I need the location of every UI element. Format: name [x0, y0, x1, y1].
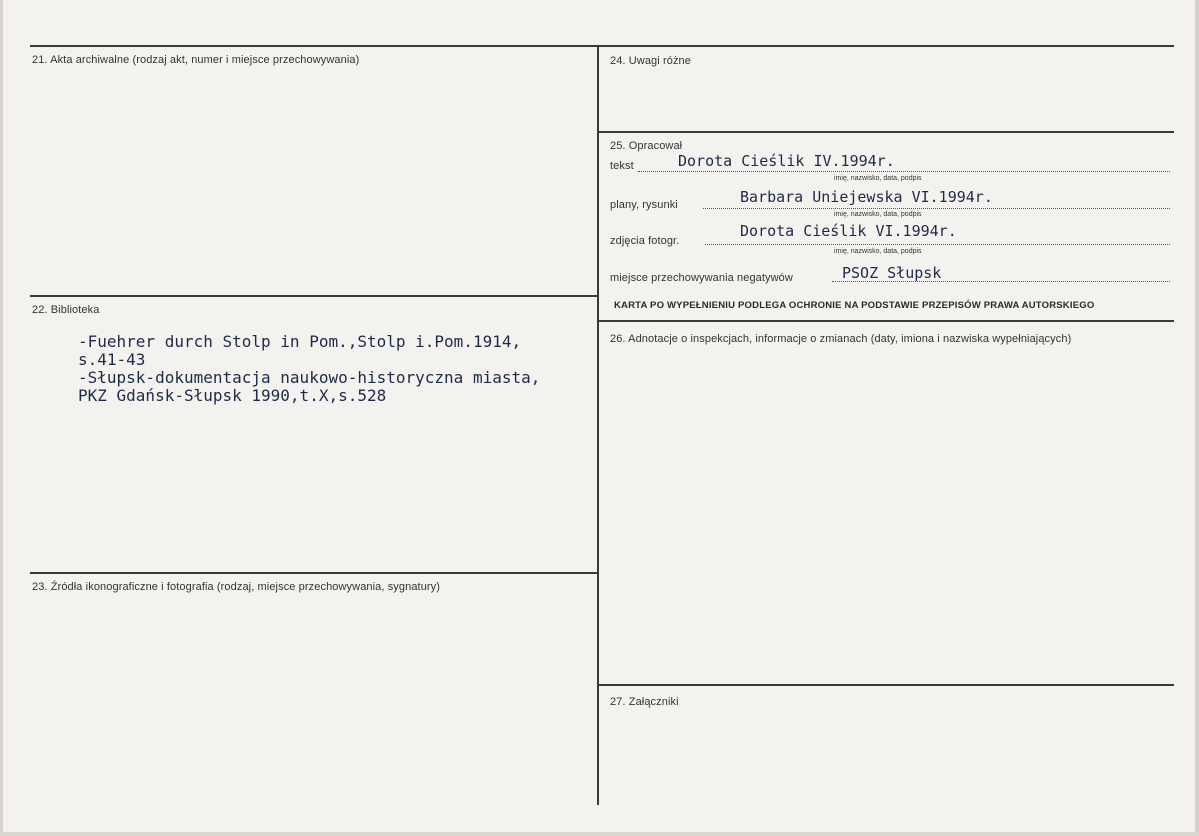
- rule-s25-s26: [598, 320, 1174, 322]
- tekst-value: Dorota Cieślik IV.1994r.: [678, 152, 895, 170]
- section-24-label: 24. Uwagi różne: [610, 55, 691, 67]
- center-divider: [597, 45, 599, 805]
- rule-s24-s25: [598, 131, 1174, 133]
- card-edge-left: [0, 0, 3, 836]
- bibliography-line: -Fuehrer durch Stolp in Pom.,Stolp i.Pom.1914,: [78, 332, 522, 351]
- section-23-label: 23. Źródła ikonograficzne i fotografia (rodzaj, miejsce przechowywania, sygnatury): [32, 581, 441, 593]
- section-22-label: 22. Biblioteka: [32, 304, 100, 316]
- bibliography-line: PKZ Gdańsk-Słupsk 1990,t.X,s.528: [78, 386, 387, 405]
- plany-hint: imię, nazwisko, data, podpis: [834, 211, 922, 218]
- negatywy-label: miejsce przechowywania negatywów: [610, 272, 793, 284]
- section-26-label: 26. Adnotacje o inspekcjach, informacje o zmianach (daty, imiona i nazwiska wypełniających): [610, 333, 1072, 345]
- bibliography-line: -Słupsk-dokumentacja naukowo-historyczna miasta,: [78, 368, 541, 387]
- zdjecia-dotted-line: [705, 244, 1170, 245]
- rule-s26-s27: [598, 684, 1174, 686]
- section-21-label: 21. Akta archiwalne (rodzaj akt, numer i miejsce przechowywania): [32, 54, 360, 66]
- tekst-hint: imię, nazwisko, data, podpis: [834, 175, 922, 182]
- plany-label: plany, rysunki: [610, 199, 678, 211]
- tekst-dotted-line: [638, 171, 1170, 172]
- zdjecia-label: zdjęcia fotogr.: [610, 235, 680, 247]
- rule-top-right: [598, 45, 1174, 47]
- plany-value: Barbara Uniejewska VI.1994r.: [740, 188, 993, 206]
- card-edge-right: [1195, 0, 1199, 836]
- bibliography-line: s.41-43: [78, 350, 146, 369]
- rule-s21-s22: [30, 295, 598, 297]
- rule-top-left: [30, 45, 598, 47]
- tekst-label: tekst: [610, 160, 634, 172]
- section-27-label: 27. Załączniki: [610, 696, 679, 708]
- rule-s22-s23: [30, 572, 598, 574]
- copyright-note: KARTA PO WYPEŁNIENIU PODLEGA OCHRONIE NA PODSTAWIE PRZEPISÓW PRAWA AUTORSKIEGO: [614, 300, 1095, 311]
- zdjecia-hint: imię, nazwisko, data, podpis: [834, 248, 922, 255]
- negatywy-value: PSOZ Słupsk: [842, 264, 942, 282]
- zdjecia-value: Dorota Cieślik VI.1994r.: [740, 222, 957, 240]
- section-25-label: 25. Opracował: [610, 140, 683, 152]
- card-edge-bottom: [0, 832, 1199, 836]
- plany-dotted-line: [703, 208, 1170, 209]
